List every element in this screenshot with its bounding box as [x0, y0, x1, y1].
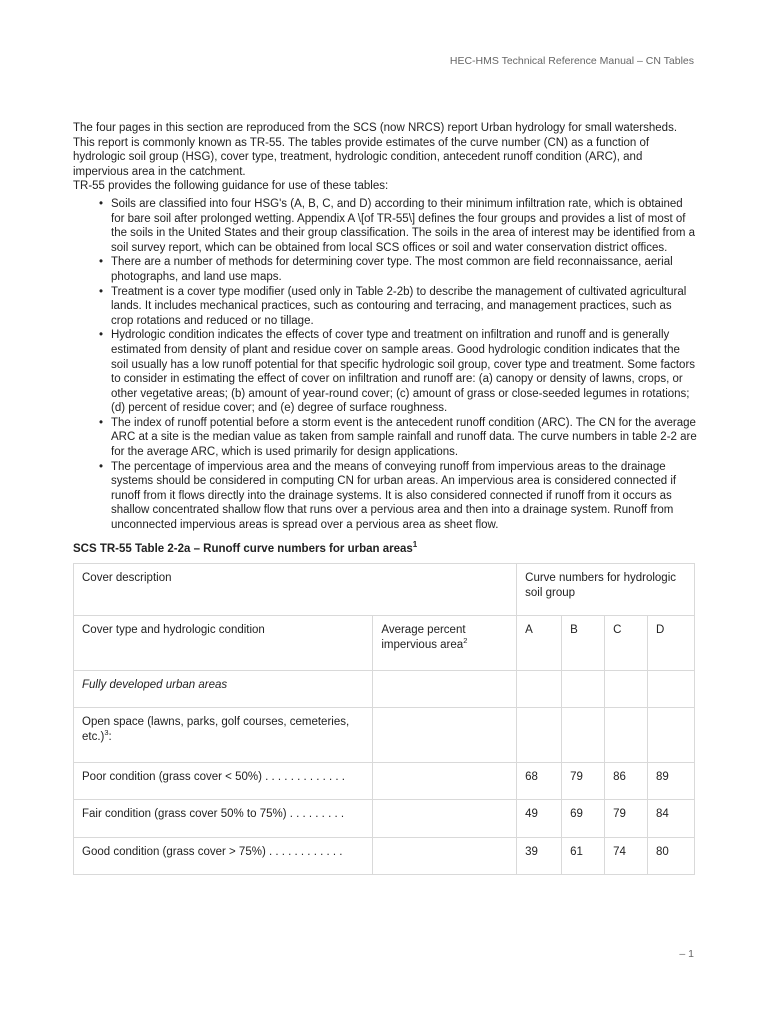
header-impervious-footnote: 2	[463, 636, 468, 646]
table-row	[74, 763, 695, 800]
cn-value-a: 68	[517, 763, 562, 800]
row-impervious	[373, 800, 517, 838]
empty-cell	[605, 708, 648, 763]
header-group-c: C	[605, 616, 648, 671]
table-row	[74, 800, 695, 838]
empty-cell	[517, 708, 562, 763]
page-number: – 1	[679, 948, 694, 960]
header-impervious-text: Average percent impervious area	[381, 624, 466, 652]
header-cover-description: Cover description	[74, 564, 517, 616]
header-impervious	[373, 616, 517, 671]
empty-cell	[373, 671, 517, 708]
cn-value-a: 49	[517, 800, 562, 838]
row-label-good: Good condition (grass cover > 75%) . . . . . . . . . . . .	[74, 838, 373, 875]
running-header: HEC-HMS Technical Reference Manual – CN Tables	[449, 55, 694, 67]
table-header-row-2	[74, 616, 695, 671]
table-title	[73, 538, 697, 556]
table-header-row-1	[74, 564, 695, 616]
guidance-item-impervious: • The percentage of impervious area and the means of conveying runoff from impervious areas to the drainage systems should be considered in computing CN for urban areas. An impervious area is considered connected if runoff from it flows directly into the drainage systems. It is also considered connected if runoff from it occurs as shallow concentrated shallow flow that runs over a pervious area and then into a drainage system. Runoff from unconnected impervious areas is spread over a pervious area as sheet flow.	[111, 460, 697, 533]
guidance-item-soils: • Soils are classified into four HSG's (A, B, C, and D) according to their minimum infiltration rate, which is obtained for bare soil after prolonged wetting. Appendix A \[of TR-55\] defines the four groups and provides a list of most of the soils in the United States and their group classification. The soils in the area of interest may be identified from a soil survey report, which can be obtained from local SCS offices or soil and water conservation district offices.	[111, 197, 697, 255]
page-content	[73, 121, 697, 875]
curve-number-table	[73, 563, 695, 875]
empty-cell	[605, 671, 648, 708]
cn-value-b: 79	[562, 763, 605, 800]
cn-value-c: 74	[605, 838, 648, 875]
intro-paragraph: The four pages in this section are reproduced from the SCS (now NRCS) report Urban hydrology for small watersheds. This report is commonly known as TR-55. The tables provide estimates of the curve number (CN) as a function of hydrologic soil group (HSG), cover type, treatment, hydrologic condition, antecedent runoff condition (ARC), and impervious area in the catchment.	[73, 122, 678, 178]
open-space-footnote: 3	[104, 728, 109, 738]
empty-cell	[373, 708, 517, 763]
header-group-d: D	[648, 616, 695, 671]
guidance-item-cover-type: • There are a number of methods for determining cover type. The most common are field reconnaissance, aerial photographs, and land use maps.	[111, 255, 697, 284]
table-title-footnote: 1	[412, 539, 418, 549]
header-group-a: A	[517, 616, 562, 671]
row-impervious	[373, 763, 517, 800]
guidance-item-treatment: • Treatment is a cover type modifier (used only in Table 2-2b) to describe the management of cultivated agricultural lands. It includes mechanical practices, such as contouring and terracing, and management practices, such as crop rotations and reduced or no tillage.	[111, 285, 697, 329]
table-row	[74, 838, 695, 875]
table-title-text: SCS TR-55 Table 2-2a – Runoff curve numbers for urban areas	[73, 542, 413, 555]
row-label-poor: Poor condition (grass cover < 50%) . . . . . . . . . . . . .	[74, 763, 373, 800]
cn-value-c: 79	[605, 800, 648, 838]
empty-cell	[562, 671, 605, 708]
open-space-suffix: :	[108, 731, 112, 744]
section-label: Fully developed urban areas	[74, 671, 373, 708]
row-label-fair: Fair condition (grass cover 50% to 75%) . . . . . . . . .	[74, 800, 373, 838]
empty-cell	[648, 671, 695, 708]
guidance-item-arc: • The index of runoff potential before a storm event is the antecedent runoff condition (ARC). The CN for the average ARC at a site is the median value as taken from sample rainfall and runoff data. The curve numbers in table 2-2 are for the average ARC, which is used primarily for design applications.	[111, 416, 697, 460]
cn-value-d: 89	[648, 763, 695, 800]
cn-value-b: 69	[562, 800, 605, 838]
open-space-label	[74, 708, 373, 763]
cn-value-b: 61	[562, 838, 605, 875]
guidance-list	[73, 197, 697, 533]
guidance-item-hydrologic-condition: • Hydrologic condition indicates the effects of cover type and treatment on infiltration and runoff and is generally estimated from density of plant and residue cover on sample areas. Good hydrologic condition indicates that the soil usually has a low runoff potential for that specific hydrologic soil group, cover type and treatment. Some factors to consider in estimating the effect of cover on infiltration and runoff are: (a) canopy or density of lawns, crops, or other vegetative areas; (b) amount of year-round cover; (c) amount of grass or close-seeded legumes in rotations; (d) percent of residue cover; and (e) degree of surface roughness.	[111, 328, 697, 416]
table-section-row	[74, 671, 695, 708]
cn-value-a: 39	[517, 838, 562, 875]
empty-cell	[517, 671, 562, 708]
cn-value-d: 80	[648, 838, 695, 875]
empty-cell	[648, 708, 695, 763]
cn-value-c: 86	[605, 763, 648, 800]
guidance-lead: TR-55 provides the following guidance for use of these tables:	[73, 180, 389, 193]
header-curve-numbers: Curve numbers for hydrologic soil group	[517, 564, 695, 616]
table-open-space-row	[74, 708, 695, 763]
open-space-text: Open space (lawns, parks, golf courses, cemeteries, etc.)	[82, 716, 350, 744]
row-impervious	[373, 838, 517, 875]
cn-value-d: 84	[648, 800, 695, 838]
header-cover-type: Cover type and hydrologic condition	[74, 616, 373, 671]
header-group-b: B	[562, 616, 605, 671]
empty-cell	[562, 708, 605, 763]
